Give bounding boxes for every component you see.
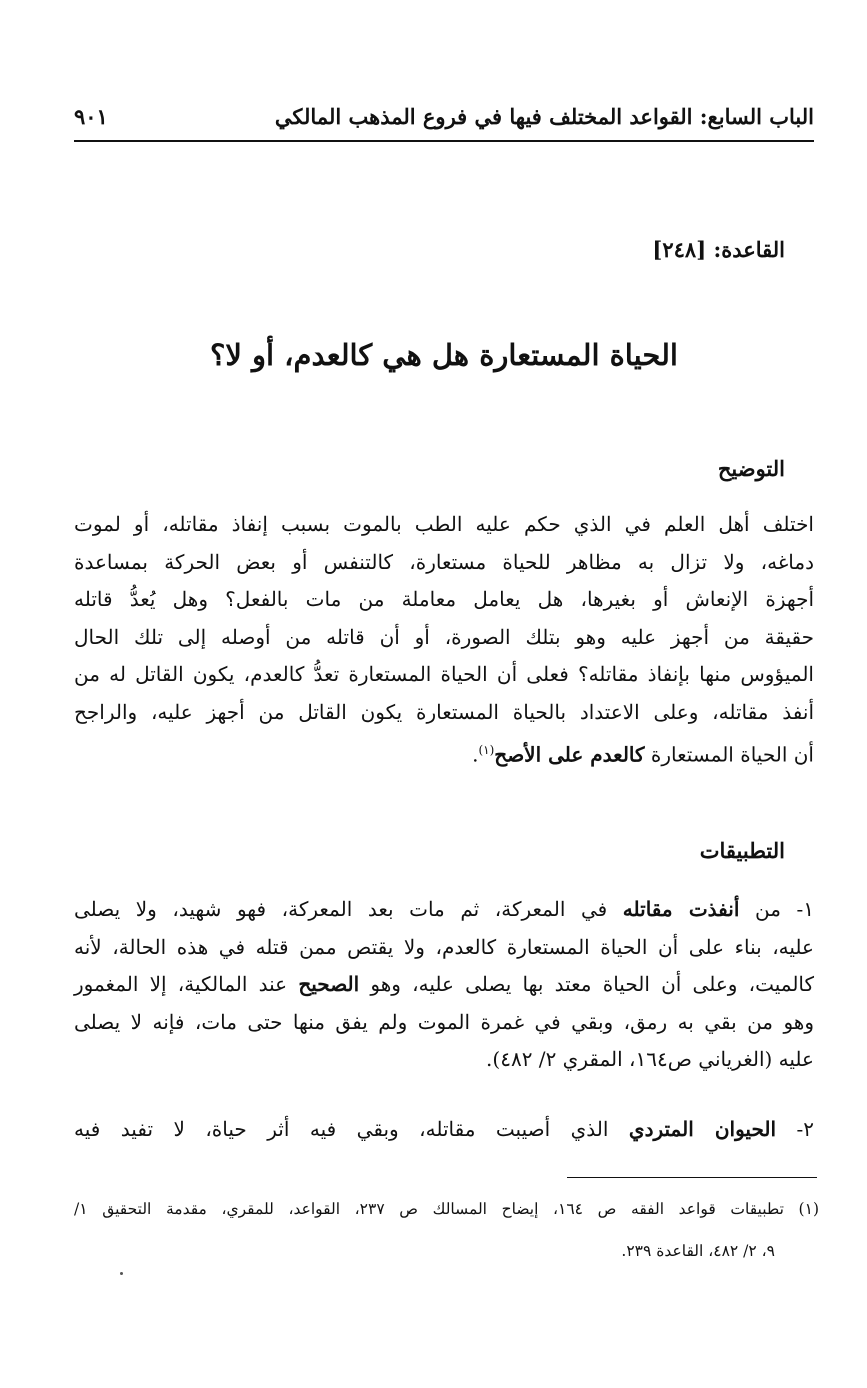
rule-title: الحياة المستعارة هل هي كالعدم، أو لا؟ (210, 338, 678, 372)
paragraph-line: الميؤوس منها بإنفاذ مقاتله؟ فعلى أن الحياة المستعارة تعدُّ كالعدم، يكون القاتل له من (74, 662, 814, 687)
footnote-line: ٩، ٢/ ٤٨٢، القاعدة ٢٣٩. (621, 1242, 775, 1260)
paragraph-line: حقيقة من أجهز عليه وهو بتلك الصورة، أو أن قاتله من أوصله إلى تلك الحال (74, 624, 814, 649)
paragraph-text: أن الحياة المستعارة (650, 742, 814, 767)
paragraph-text: في المعركة، ثم مات بعد المعركة، فهو شهيد، ولا يصلى (74, 897, 608, 921)
page-number: ٩٠١ (74, 104, 108, 129)
footnote (74, 1188, 819, 1272)
rule-label (652, 237, 785, 262)
bold-phrase: الحيوان المتردي (628, 1117, 777, 1141)
explanation-heading: التوضيح (717, 456, 785, 481)
rule-label-text: القاعدة: (713, 237, 785, 262)
paragraph-line (74, 966, 814, 1004)
paragraph-last-line (74, 732, 814, 770)
application-item-2 (74, 1111, 814, 1149)
bold-phrase: الصحيح (298, 972, 360, 997)
paragraph-line (74, 1111, 814, 1149)
paragraph-line: أنفذ مقاتله، وعلى الاعتداد بالحياة المستعارة يكون القاتل من أجهز عليه، والراجح (74, 699, 814, 724)
item-number: ١- من (754, 897, 815, 921)
running-header (74, 100, 814, 142)
paragraph-text: الذي أصيبت مقاتله، وبقي فيه أثر حياة، لا تفيد فيه (74, 1117, 609, 1141)
paragraph-line: عليه، بناء على أن الحياة المستعارة كالعدم، ولا يقتص ممن قتله في هذه الحالة، لأنه (74, 934, 814, 959)
paragraph-line (74, 891, 814, 929)
page-speck (120, 1272, 123, 1275)
paragraph-line: عليه (الغرياني ص١٦٤، المقري ٢/ ٤٨٢). (486, 1047, 814, 1072)
paragraph-text: كالميت، وعلى أن الحياة معتد بها يصلى عليه، وهو (370, 972, 815, 997)
bold-phrase: كالعدم على الأصح (494, 742, 645, 767)
explanation-paragraph (74, 506, 814, 769)
footnote-line: (١) تطبيقات قواعد الفقه ص ١٦٤، إيضاح المسالك ص ٢٣٧، القواعد، للمقري، مقدمة التحقيق ١/ (74, 1200, 819, 1218)
application-item-1 (74, 891, 814, 1079)
paragraph-text: عند المالكية، إلا المغمور (74, 972, 288, 997)
paragraph-line: أجهزة الإنعاش أو بغيرها، هل يعامل معاملة من مات بالفعل؟ وهل يُعدُّ قاتله (74, 587, 814, 612)
running-title: الباب السابع: القواعد المختلف فيها في فروع المذهب المالكي (274, 104, 814, 129)
rule-number: [٢٤٨] (652, 237, 707, 262)
paragraph-end: . (472, 742, 479, 767)
bold-phrase: أنفذت مقاتله (622, 897, 740, 921)
paragraph-line: وهو من بقي به رمق، وبقي في غمرة الموت ولم يفق منها حتى مات، فإنه لا يصلى (74, 1009, 814, 1034)
paragraph-line: اختلف أهل العلم في الذي حكم عليه الطب بالموت بسبب إنفاذ مقاتله، أو لموت (74, 512, 814, 536)
item-number: ٢- (796, 1117, 815, 1141)
paragraph-line: دماغه، ولا تزال به مظاهر للحياة مستعارة، كالتنفس أو بعض الحركة بمساعدة (74, 549, 814, 574)
applications-heading: التطبيقات (699, 838, 785, 863)
footnote-marker: (١) (478, 742, 495, 757)
footnote-separator (567, 1177, 817, 1178)
